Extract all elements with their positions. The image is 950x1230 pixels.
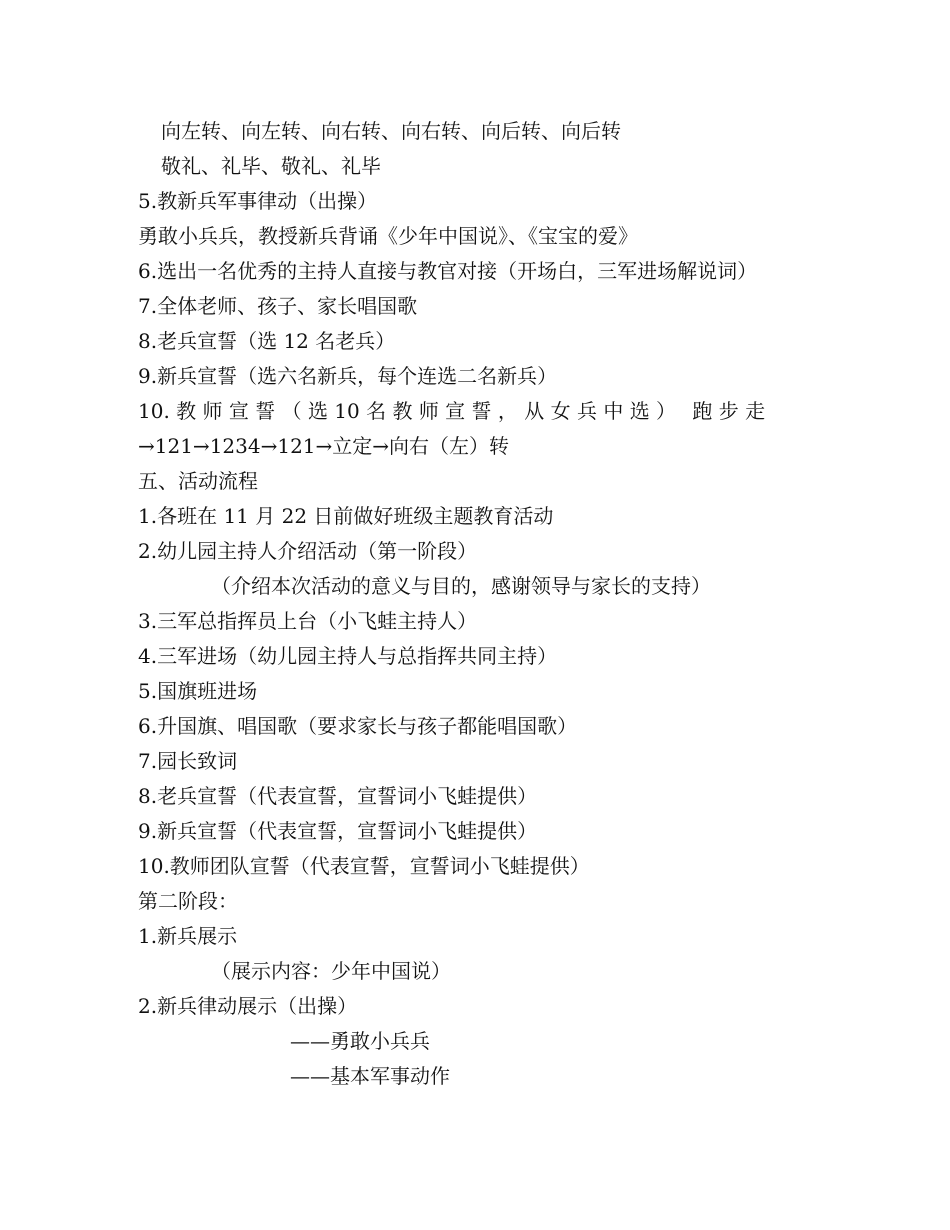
item-5-teach-drill: 5.教新兵军事律动（出操） — [138, 189, 378, 213]
item-9-recruit-oath: 9.新兵宣誓（选六名新兵，每个连选二名新兵） — [138, 364, 558, 388]
drill-turns-line: 向左转、向左转、向右转、向右转、向后转、向后转 — [161, 119, 621, 143]
item-10-text: 10. 教 师 宣 誓 （ 选 10 名 教 师 宣 誓 ， 从 女 兵 中 选 ） 跑 步 走 — [138, 399, 766, 423]
flow-item-10: 10.教师团队宣誓（代表宣誓，宣誓词小飞蛙提供） — [138, 854, 590, 878]
flow-item-4: 4.三军进场（幼儿园主持人与总指挥共同主持） — [138, 644, 558, 668]
flow-item-5: 5.国旗班进场 — [138, 679, 258, 703]
brave-soldier-line: 勇敢小兵兵，教授新兵背诵《少年中国说》、《宝宝的爱》 — [138, 224, 638, 248]
section-heading-activity-flow: 五、活动流程 — [138, 469, 258, 493]
flow-item-6: 6.升国旗、唱国歌（要求家长与孩子都能唱国歌） — [138, 714, 578, 738]
flow-item-2: 2.幼儿园主持人介绍活动（第一阶段） — [138, 539, 478, 563]
flow-item-7: 7.园长致词 — [138, 749, 238, 773]
flow-item-9: 9.新兵宣誓（代表宣誓，宣誓词小飞蛙提供） — [138, 819, 538, 843]
flow-item-1: 1.各班在 11 月 22 日前做好班级主题教育活动 — [138, 504, 554, 528]
item-7-national-anthem: 7.全体老师、孩子、家长唱国歌 — [138, 294, 418, 318]
item-6-host-selection: 6.选出一名优秀的主持人直接与教官对接（开场白，三军进场解说词） — [138, 259, 758, 283]
stage-two-heading: 第二阶段： — [138, 889, 238, 913]
flow-item-8: 8.老兵宣誓（代表宣誓，宣誓词小飞蛙提供） — [138, 784, 538, 808]
stage-two-sub-2: ——基本军事动作 — [290, 1064, 450, 1088]
march-sequence-line: →121→1234→121→立定→向右（左）转 — [138, 434, 510, 458]
stage-two-item-2: 2.新兵律动展示（出操） — [138, 994, 358, 1018]
item-8-veteran-oath: 8.老兵宣誓（选 12 名老兵） — [138, 329, 396, 353]
item-10-teacher-oath — [138, 399, 812, 423]
flow-item-2-note: （介绍本次活动的意义与目的，感谢领导与家长的支持） — [211, 574, 711, 598]
stage-two-item-1: 1.新兵展示 — [138, 924, 238, 948]
flow-item-3: 3.三军总指挥员上台（小飞蛙主持人） — [138, 609, 478, 633]
stage-two-item-1-note: （展示内容：少年中国说） — [211, 959, 451, 983]
salute-line: 敬礼、礼毕、敬礼、礼毕 — [161, 154, 381, 178]
stage-two-sub-1: ——勇敢小兵兵 — [290, 1029, 430, 1053]
